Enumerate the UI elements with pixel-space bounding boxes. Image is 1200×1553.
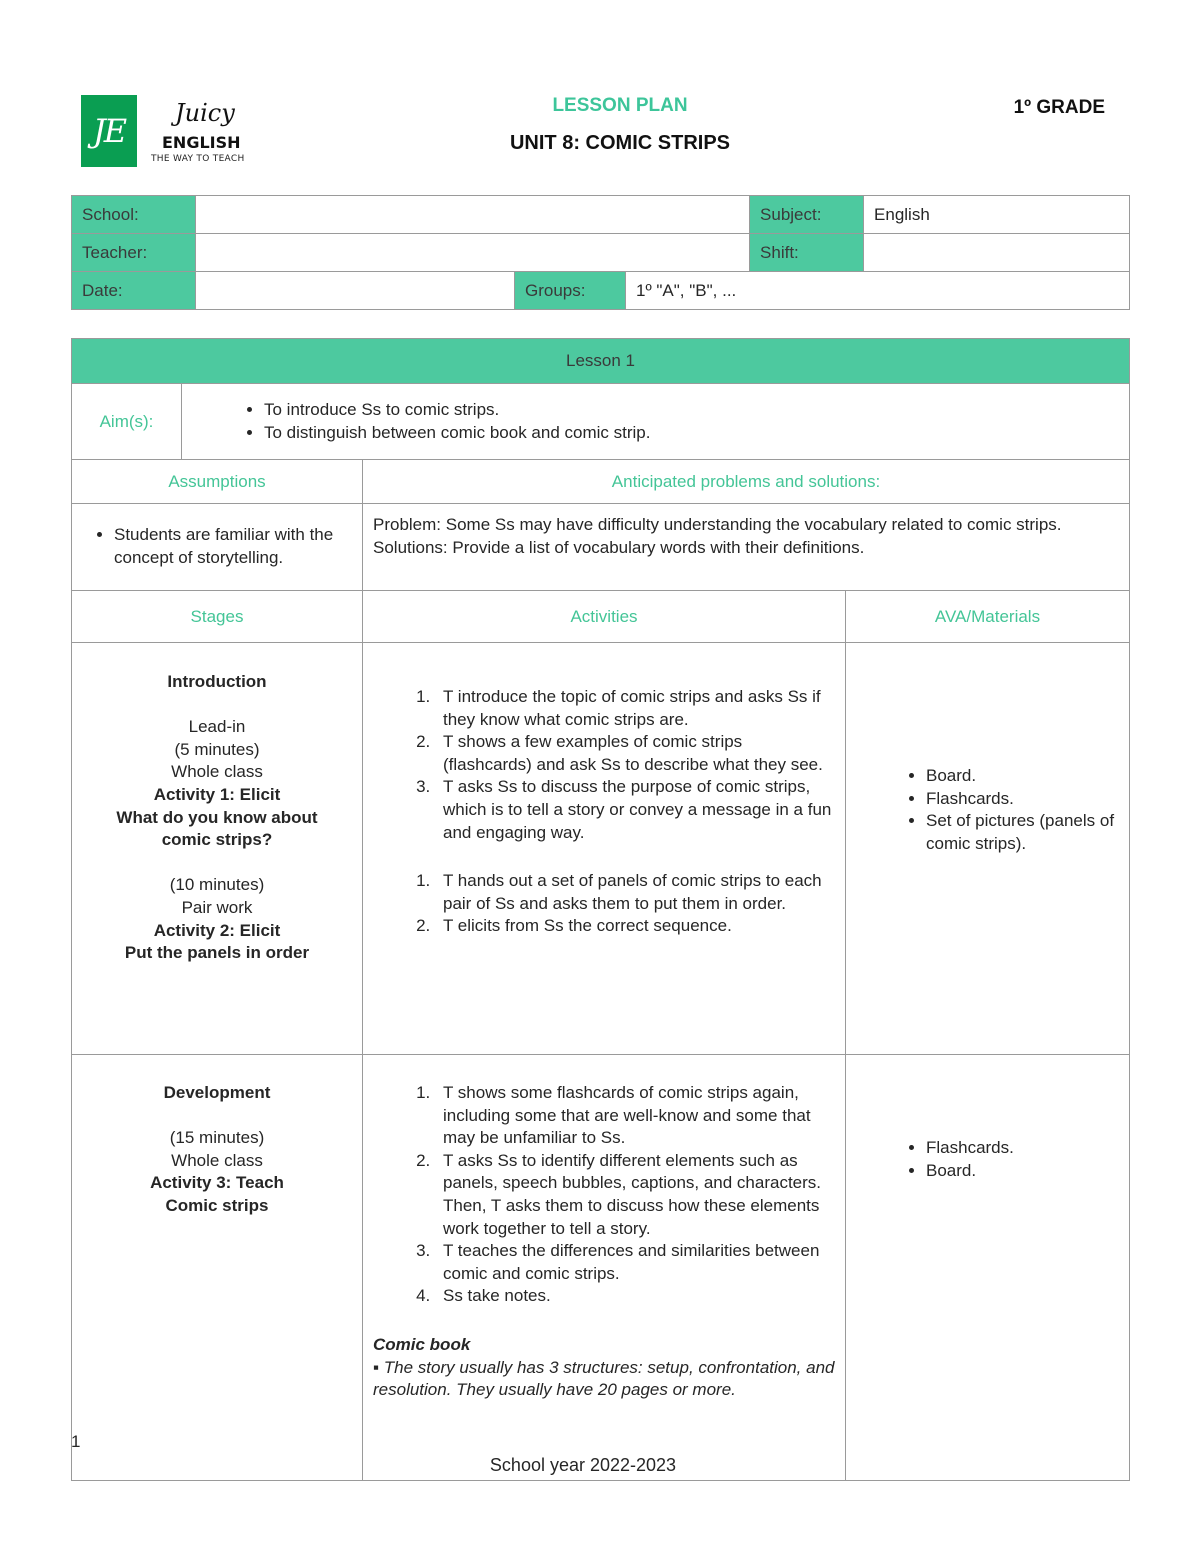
activity1-mode: Whole class [171, 762, 263, 782]
material-item: • Board. [926, 1160, 1119, 1183]
activity-step: 1. T shows some flashcards of comic strips again, including some that are well-know and some that may be unfamiliar to Ss. [435, 1082, 835, 1150]
lesson-plan-heading: LESSON PLAN [552, 95, 688, 116]
development-stage-cell [72, 1055, 363, 1481]
lead-in-label: Lead-in [188, 717, 246, 737]
shift-field[interactable] [864, 234, 1130, 272]
activity-step: 1. T introduce the topic of comic strips and asks Ss if they know what comic strips are. [435, 686, 835, 731]
groups-label: Groups: [515, 272, 626, 310]
problems-header: Anticipated problems and solutions: [363, 460, 1130, 504]
assumption-item: • Students are familiar with the concept of storytelling. [114, 524, 362, 569]
aim-item: • To distinguish between comic book and comic strip. [264, 422, 1129, 445]
logo-mark: JE [81, 95, 137, 167]
subject-label: Subject: [750, 196, 864, 234]
material-item: • Flashcards. [926, 1137, 1119, 1160]
comic-book-text: ▪ The story usually has 3 structures: setup, confrontation, and resolution. They usually have 20 pages or more. [373, 1357, 835, 1400]
aim-label: Aim(s): [72, 384, 182, 460]
logo-tagline: THE WAY TO TEACH [151, 154, 245, 164]
activity1-desc: What do you know about comic strips? [116, 807, 318, 850]
materials-header: AVA/Materials [846, 591, 1130, 643]
activities-header: Activities [363, 591, 846, 643]
activity-step: 4. Ss take notes. [435, 1285, 835, 1308]
activity3-mode: Whole class [171, 1150, 263, 1170]
teacher-field[interactable] [196, 234, 750, 272]
introduction-activities-cell [363, 643, 846, 1055]
juicy-english-logo [81, 95, 257, 167]
solution-text: Solutions: Provide a list of vocabulary words with their definitions. [373, 537, 865, 557]
activity2-mode: Pair work [181, 897, 253, 917]
assumptions-header: Assumptions [72, 460, 363, 504]
activity-step: 3. T asks Ss to discuss the purpose of comic strips, which is to tell a story or convey a message in a fun and engaging way. [435, 776, 835, 844]
shift-label: Shift: [750, 234, 864, 272]
introduction-stage-cell [72, 643, 363, 1055]
development-title: Development [163, 1083, 271, 1102]
introduction-materials-cell [846, 643, 1130, 1055]
groups-field[interactable]: 1º "A", "B", ... [626, 272, 1130, 310]
material-item: • Board. [926, 765, 1119, 788]
unit-title: UNIT 8: COMIC STRIPS [509, 132, 730, 154]
activity1-time: (5 minutes) [174, 739, 260, 759]
comic-book-title: Comic book [373, 1334, 471, 1354]
activity-step: 3. T teaches the differences and similarities between comic and comic strips. [435, 1240, 835, 1285]
lesson-title: Lesson 1 [72, 339, 1130, 384]
activity-step: 2. T elicits from Ss the correct sequence. [435, 915, 835, 938]
teacher-label: Teacher: [72, 234, 196, 272]
activity-step: 2. T asks Ss to identify different elements such as panels, speech bubbles, captions, and characters. Then, T asks them to discuss how these elements work together to tell a story. [435, 1150, 835, 1240]
lesson-table [71, 338, 1130, 1481]
activity3-desc: Comic strips [165, 1195, 269, 1215]
grade-label: 1º GRADE [1013, 97, 1105, 118]
activity2-desc: Put the panels in order [124, 943, 310, 963]
school-label: School: [72, 196, 196, 234]
problem-text: Problem: Some Ss may have difficulty understanding the vocabulary related to comic strips. [373, 515, 1062, 534]
page-number: 1 [71, 1432, 81, 1451]
activity-step: 2. T shows a few examples of comic strips (flashcards) and ask Ss to describe what they see. [435, 731, 835, 776]
activity3-name: Activity 3: Teach [150, 1173, 284, 1193]
date-field[interactable] [196, 272, 515, 310]
activity1-name: Activity 1: Elicit [153, 784, 281, 804]
info-table [71, 195, 1130, 310]
problems-cell [363, 504, 1130, 591]
school-field[interactable] [196, 196, 750, 234]
school-year: School year 2022-2023 [489, 1455, 677, 1475]
stages-header: Stages [72, 591, 363, 643]
assumptions-cell [72, 504, 363, 591]
introduction-title: Introduction [167, 672, 267, 691]
material-item: • Flashcards. [926, 788, 1119, 811]
activity2-time: (10 minutes) [169, 875, 265, 895]
activity-step: 1. T hands out a set of panels of comic strips to each pair of Ss and asks them to put them in order. [435, 870, 835, 915]
development-materials-cell [846, 1055, 1130, 1481]
subject-field[interactable]: English [864, 196, 1130, 234]
activity2-name: Activity 2: Elicit [153, 920, 281, 940]
development-activities-cell [363, 1055, 846, 1481]
date-label: Date: [72, 272, 196, 310]
logo-word-juicy: Juicy [175, 99, 235, 127]
logo-word-english: ENGLISH [162, 133, 241, 152]
aims-cell [182, 384, 1130, 460]
aim-item: • To introduce Ss to comic strips. [264, 399, 1129, 422]
activity3-time: (15 minutes) [169, 1128, 265, 1148]
material-item: • Set of pictures (panels of comic strips). [926, 810, 1119, 855]
